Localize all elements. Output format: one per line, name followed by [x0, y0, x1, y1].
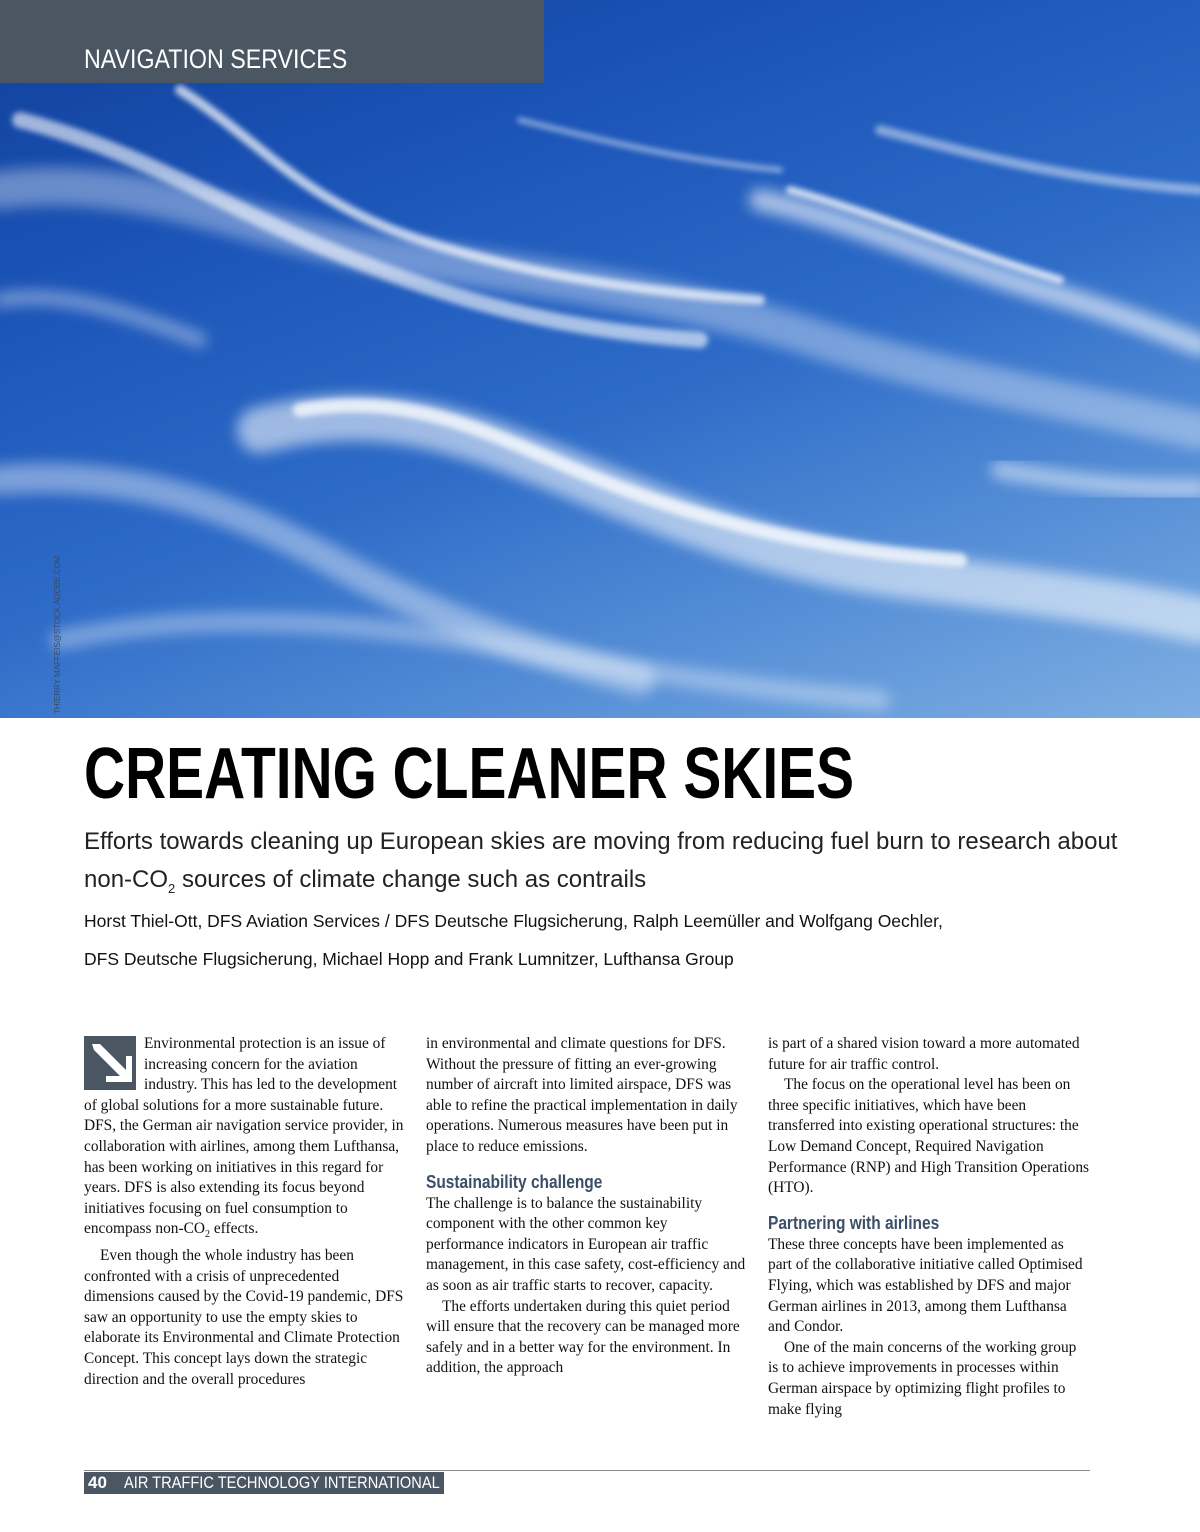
- body-column-3: [768, 1034, 1090, 1420]
- cirrus-clouds-illustration: [0, 0, 1200, 718]
- standfirst-subscript: 2: [168, 880, 176, 896]
- article-authors: [84, 902, 1134, 978]
- body-column-1: [84, 1034, 406, 1390]
- col2-paragraph-1: in environmental and climate questions for DFS. Without the pressure of fitting an ever-growing number of aircraft into limited airspace, DFS was able to refine the practical implementation in daily operations. Numerous measures have been put in place to reduce emissions.: [426, 1035, 738, 1155]
- col3-paragraph-2: The focus on the operational level has been on three specific initiatives, which have been transferred into existing operational structures: the Low Demand Concept, Required Navigation Performance (RNP) and High Transition Operations (HTO).: [768, 1076, 1090, 1197]
- article-title: CREATING CLEANER SKIES: [84, 734, 855, 814]
- publication-name: AIR TRAFFIC TECHNOLOGY INTERNATIONAL 2022: [124, 1473, 476, 1492]
- authors-line-1: Horst Thiel-Ott, DFS Aviation Services / DFS Deutsche Flugsicherung, Ralph Leemüller and Wolfgang Oechler,: [84, 911, 943, 931]
- col2-paragraph-2: The challenge is to balance the sustainability component with the other common key performance indicators in European air traffic management, in this case safety, cost-efficiency and as soon as air traffic starts to recover, capacity.: [426, 1194, 746, 1294]
- footer-tab: [84, 1472, 476, 1494]
- col1-paragraph-2: Even though the whole industry has been confronted with a crisis of unprecedented dimensions caused by the Covid-19 pandemic, DFS saw an opportunity to use the empty skies to elaborate its Environmental and Climate Protection Concept. This concept lays down the strategic direction and the overall procedures: [84, 1247, 404, 1388]
- photo-credit: THIERRY MAFFEIS@STOCK.ADOBE.COM: [53, 555, 62, 714]
- hero-sky-image: [0, 0, 1200, 718]
- col2-paragraph-3: The efforts undertaken during this quiet period will ensure that the recovery can be managed more safely and in a better way for the environment. In addition, the approach: [426, 1297, 740, 1377]
- col1-paragraph-1: Environmental protection is an issue of increasing concern for the aviation industry. This has led to the development of global solutions for a more sustainable future. DFS, the German air navigation service provider, in collaboration with airlines, among them Lufthansa, has been working on initiatives in this regard for years. DFS is also extending its focus beyond initiatives focusing on fuel consumption to encompass non-$CO_2$ effects.: [84, 1035, 404, 1241]
- section-label: NAVIGATION SERVICES: [84, 44, 348, 74]
- page-number: 40: [88, 1473, 107, 1492]
- authors-line-2: DFS Deutsche Flugsicherung, Michael Hopp and Frank Lumnitzer, Lufthansa Group: [84, 949, 734, 969]
- article-standfirst: [84, 823, 1124, 908]
- dropcap-arrow-icon: [84, 1036, 136, 1090]
- standfirst-text-2: sources of climate change such as contrails: [175, 866, 647, 893]
- footer-divider: [84, 1470, 1090, 1471]
- standfirst-text-1: Efforts towards cleaning up European skies are moving from reducing fuel burn to research about non-CO: [84, 828, 1118, 893]
- subheading-sustainability: Sustainability challenge: [426, 1171, 603, 1192]
- body-column-2: [426, 1034, 748, 1379]
- col3-paragraph-4: One of the main concerns of the working group is to achieve improvements in processes within German airspace by optimizing flight profiles to make flying: [768, 1338, 1077, 1418]
- col3-paragraph-1: is part of a shared vision toward a more automated future for air traffic control.: [768, 1035, 1080, 1073]
- col3-paragraph-3: These three concepts have been implemented as part of the collaborative initiative called Optimised Flying, which was established by DFS and major German airlines in 2013, among them Lufthansa and Condor.: [768, 1235, 1083, 1336]
- section-tab: [0, 0, 544, 83]
- subheading-partnering: Partnering with airlines: [768, 1212, 940, 1233]
